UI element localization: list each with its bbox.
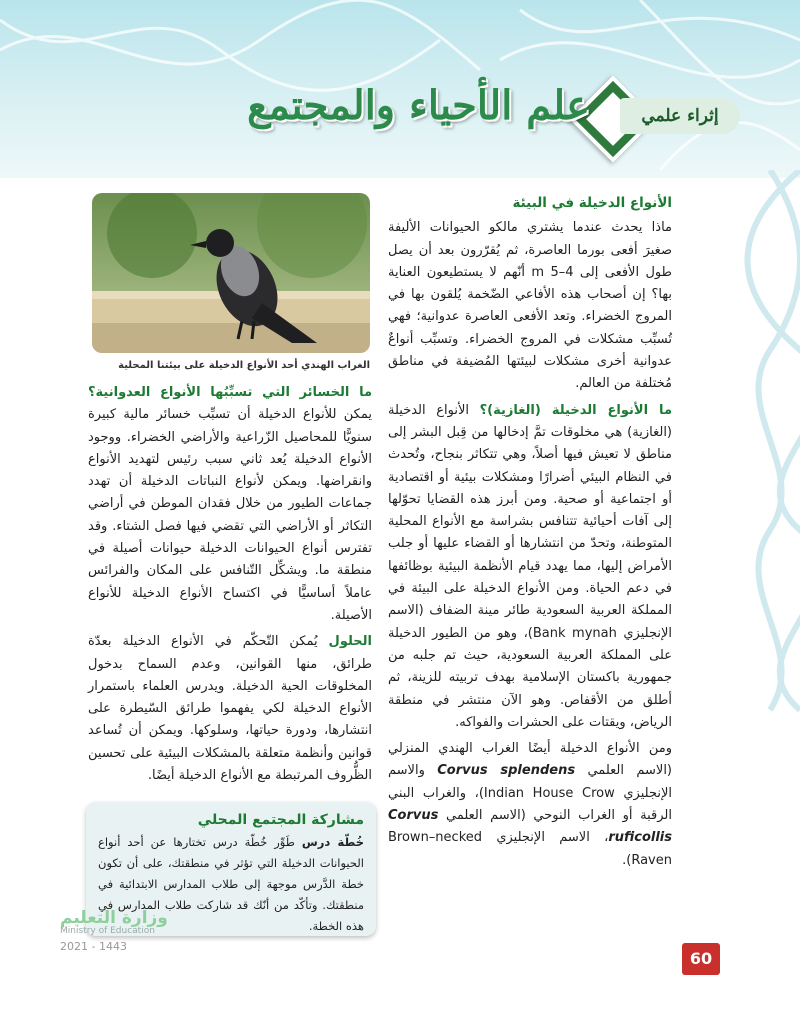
enrichment-label: إثراء علمي xyxy=(620,98,740,134)
question-heading: ما الأنواع الدخيلة (الغازية)؟ xyxy=(479,402,672,418)
left-column xyxy=(88,382,372,791)
paragraph-text: والاسم الإنجليزي Indian House Crow)، والغراب البني الرقبة أو الغراب النوحي (الاسم العلمي xyxy=(388,763,672,824)
paragraph-text: يمكن للأنواع الدخيلة أن تسبِّب خسائر مالية كبيرة سنويًّا للمحاصيل الزّراعية والأراضي الخضراء. ووجود الأنواع الدخيلة يُعد ثاني سبب رئيس لتهديد الأنواع وانقراضها. ويمكن لأنواع النباتات الدخيلة أن تهدد جماعات الطيور من خلال فقدان الموطن في أراضي التكاثر أو الأراضي التي تقضي فيها فصل الشتاء. وقد تفترس أنواع الحيوانات الدخيلة حيوانات أصيلة في منطقة ما. ويشكِّل التّنافس على المكان والفرائس عاملاً أساسيًّا في اكتساح الأنواع الدخيلة للأنواع الأصيلة. xyxy=(88,407,372,623)
header-banner xyxy=(0,0,800,178)
scientific-name: Corvus splendens xyxy=(437,763,576,779)
page-title: علم الأحياء والمجتمع xyxy=(247,82,590,129)
paragraph-text: الأنواع الدخيلة (الغازية) هي مخلوقات تمَّ إدخالها من قِبل البشر إلى مناطق لا تعيش فيها أصلاً، وهي تتكاثر بنجاح، وتُحدث في النظام البيئي أضرارًا ومشكلات بيئية أو اقتصادية أو اجتماعية أو صحية. ومن أبرز هذه القضايا تحوّلها إلى آفات أحيائية تتنافس بشراسة مع الأنواع المحلية المتوطنة، وتحدّ من انتشارها أو القضاء عليها أو جلب الأمراض إليها، مما يهدد قيام الأنظمة البيئية بوظائفها في دعم الحياة. ومن الأنواع الدخيلة على البيئة في المملكة العربية السعودية طائر مينة الضفاف (الاسم الإنجليزي Bank mynah)، وهو من الطيور الدخيلة على المملكة العربية السعودية، حيث تم جلبه من جمهورية باكستان الإسلامية بهدف تربيته للزينة، ثم أطلق من الأقفاص. وهو الآن منتشر في منطقة الرياض، ويقتات على الحشرات والفواكه. xyxy=(388,402,672,730)
question-heading: ما الخسائر التي تسبِّبُها الأنواع العدوانية؟ xyxy=(88,385,372,400)
ministry-logo-text: وزارة التعليم xyxy=(60,908,168,928)
solutions-paragraph xyxy=(88,631,372,787)
box-title: مشاركة المجتمع المحلي xyxy=(197,812,364,828)
intro-paragraph: ماذا يحدث عندما يشتري مالكو الحيوانات الأليفة صغيرَ أفعى بورما العاصرة، ثم يُقرّرون بعد أن يصل طول الأفعى إلى 4–5 m أنّهم لا يستطيعون العناية بها؟ إن أصحاب هذه الأفاعي الضّخمة يُلقون بها في المروج الخضراء. وتعد الأفعى العاصرة عدوانية؛ فهي تُسبِّب مشكلات في المروج الخضراء. وتسبِّب أنواعٌ عدوانية أخرى مشكلات لبيئتها المُضيفة في مناطق مُختلفة من العالم. xyxy=(388,220,672,392)
paragraph-text: ، الاسم الإنجليزي Brown–necked Raven). xyxy=(388,830,672,868)
scientific-name: Corvus ruficollis xyxy=(388,808,672,846)
ministry-english: Ministry of Education xyxy=(60,926,155,936)
crow-image xyxy=(92,193,370,353)
edition-year: 2021 - 1443 xyxy=(60,940,127,953)
photo-caption: الغراب الهندي أحد الأنواع الدخيلة على بيئتنا المحلية xyxy=(118,360,370,371)
page-number: 60 xyxy=(682,943,720,975)
invasive-definition-paragraph xyxy=(388,400,672,734)
right-column xyxy=(388,192,672,876)
paragraph-text: يُمكن التّحكّم في الأنواع الدخيلة بعدّة طرائق، منها القوانين، وعدم السماح بدخول المخلوقات الحية الدخيلة. ويدرس العلماء باستمرار الأنواع الدخيلة لكي يفهموا طرائق السّيطرة على انتشارها، ودورة حياتها، وسلوكها. ويمكن أن تُساعد قوانين وأنظمة متعلقة بالمشكلات البيئية على تحسين الظُّروف المرتبطة مع الأنواع الدخيلة أيضًا. xyxy=(88,634,372,784)
section-title: الأنواع الدخيلة في البيئة xyxy=(512,195,672,211)
lesson-plan-label: خُطّة درس xyxy=(301,835,365,849)
crow-paragraph xyxy=(388,738,672,872)
crow-photo xyxy=(92,193,370,353)
paragraph-text: ومن الأنواع الدخيلة أيضًا الغراب الهندي المنزلي (الاسم العلمي xyxy=(388,741,673,779)
side-wave-pattern-icon xyxy=(710,170,800,770)
solutions-heading: الحلول xyxy=(328,634,372,650)
losses-paragraph xyxy=(88,382,372,627)
box-text: طَوِّر خُطّة درس تختارها عن أحد أنواع الحيوانات الدخيلة التي تؤثر في منطقتك، على أن تكون خطة الدَّرس موجهة إلى طلاب المدارس الابتدائية في منطقتك. وتأكّد من أنّك قد شاركت طلاب المدارس في هذه الخطة. xyxy=(98,835,364,933)
